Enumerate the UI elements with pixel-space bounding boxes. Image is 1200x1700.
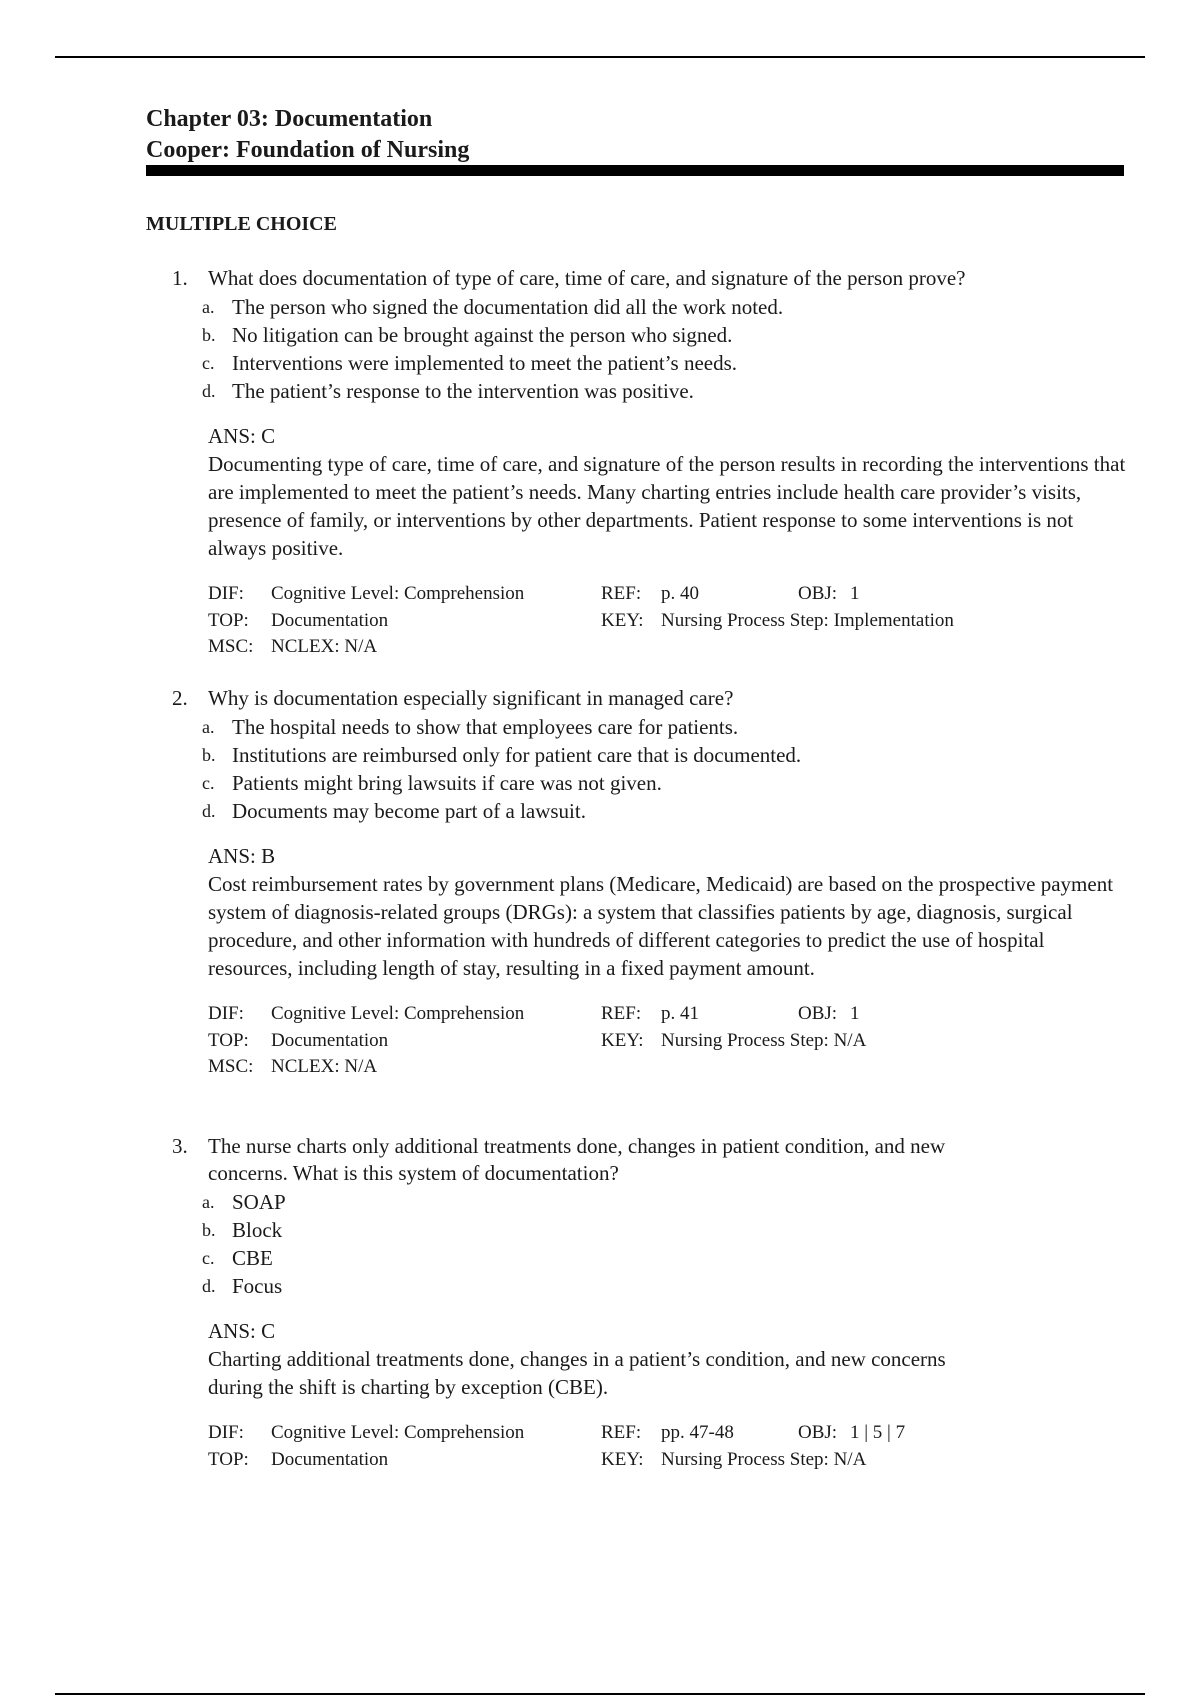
question-stem	[172, 265, 1132, 292]
question-metadata: DIF: Cognitive Level: Comprehension REF: p. 41 OBJ: 1 TOP: Documentation KEY: Nursing Process Step: N/A MSC: NCLEX: N/A	[172, 1001, 1132, 1081]
answer-key: ANS: C	[208, 424, 276, 448]
bottom-rule	[55, 1693, 1145, 1695]
topic: Documentation	[271, 1029, 389, 1051]
answer-options	[172, 713, 1132, 825]
question-metadata: DIF: Cognitive Level: Comprehension REF: pp. 47-48 OBJ: 1 | 5 | 7 TOP: Documentation KEY: Nursing Process Step: N/A	[172, 1420, 1132, 1473]
key: Nursing Process Step: Implementation	[661, 609, 954, 631]
difficulty: Cognitive Level: Comprehension	[271, 1003, 525, 1024]
answer-block	[172, 842, 1132, 982]
option-c: c. Interventions were implemented to meet the patient’s needs.	[202, 351, 738, 375]
reference: pp. 47-48	[661, 1422, 734, 1443]
option-b: b. Block	[202, 1218, 283, 1242]
option-d: d. Documents may become part of a lawsuit.	[202, 799, 586, 823]
question-text: The nurse charts only additional treatments done, changes in patient condition, and new concerns. What is this system of documentation?	[208, 1134, 946, 1185]
answer-options	[172, 1188, 1132, 1300]
answer-options	[172, 293, 1132, 405]
rationale: Charting additional treatments done, changes in a patient’s condition, and new concerns during the shift is charting by exception (CBE).	[208, 1347, 946, 1399]
reference: p. 40	[661, 583, 699, 604]
question-number: 3.	[172, 1134, 188, 1158]
chapter-title: Chapter 03: Documentation	[146, 106, 433, 132]
topic: Documentation	[271, 1448, 389, 1470]
answer-block	[172, 422, 1132, 562]
answer-key: ANS: B	[208, 844, 276, 868]
question-text: What does documentation of type of care, time of care, and signature of the person prove?	[208, 266, 966, 290]
question-text: Why is documentation especially significant in managed care?	[208, 686, 734, 710]
option-a: a. SOAP	[202, 1190, 286, 1214]
objective: 1	[850, 583, 860, 604]
question-metadata: DIF: Cognitive Level: Comprehension REF: p. 40 OBJ: 1 TOP: Documentation KEY: Nursing Process Step: Implementation MSC: NCLEX: N/A	[172, 581, 1132, 661]
section-title: MULTIPLE CHOICE	[146, 213, 337, 235]
question-stem	[172, 685, 1132, 712]
header-divider	[146, 165, 1124, 176]
difficulty: Cognitive Level: Comprehension	[271, 1422, 525, 1443]
answer-block	[172, 1317, 1132, 1401]
objective: 1 | 5 | 7	[850, 1422, 906, 1443]
key: Nursing Process Step: N/A	[661, 1029, 867, 1051]
option-a: a. The person who signed the documentation did all the work noted.	[202, 295, 784, 319]
msc: NCLEX: N/A	[271, 636, 378, 657]
key: Nursing Process Step: N/A	[661, 1448, 867, 1470]
rationale: Documenting type of care, time of care, and signature of the person results in recording the interventions that are implemented to meet the patient’s needs. Many charting entries include health care provider’s visits, presence of family, or interventions by other departments. Patient response to some interventions is not always positive.	[208, 452, 1126, 560]
option-a: a. The hospital needs to show that employees care for patients.	[202, 715, 739, 739]
option-c: c. Patients might bring lawsuits if care was not given.	[202, 771, 662, 795]
rationale: Cost reimbursement rates by government plans (Medicare, Medicaid) are based on the prospective payment system of diagnosis-related groups (DRGs): a system that classifies patients by age, diagnosis, surgical procedure, and other information with hundreds of different categories to predict the use of hospital resources, including length of stay, resulting in a fixed payment amount.	[208, 872, 1114, 980]
question-1	[172, 265, 1132, 661]
question-2	[172, 685, 1132, 1081]
document-header	[146, 104, 469, 166]
question-number: 2.	[172, 686, 188, 710]
top-rule	[55, 56, 1145, 58]
difficulty: Cognitive Level: Comprehension	[271, 583, 525, 604]
option-d: d. Focus	[202, 1274, 283, 1298]
msc: NCLEX: N/A	[271, 1056, 378, 1077]
option-b: b. Institutions are reimbursed only for patient care that is documented.	[202, 743, 802, 767]
question-stem	[172, 1133, 1132, 1187]
question-number: 1.	[172, 266, 188, 290]
option-c: c. CBE	[202, 1246, 273, 1270]
topic: Documentation	[271, 609, 389, 631]
question-3	[172, 1133, 1132, 1473]
objective: 1	[850, 1003, 860, 1024]
reference: p. 41	[661, 1003, 699, 1024]
book-title: Cooper: Foundation of Nursing	[146, 137, 470, 163]
option-d: d. The patient’s response to the intervention was positive.	[202, 379, 694, 403]
option-b: b. No litigation can be brought against the person who signed.	[202, 323, 733, 347]
answer-key: ANS: C	[208, 1319, 276, 1343]
